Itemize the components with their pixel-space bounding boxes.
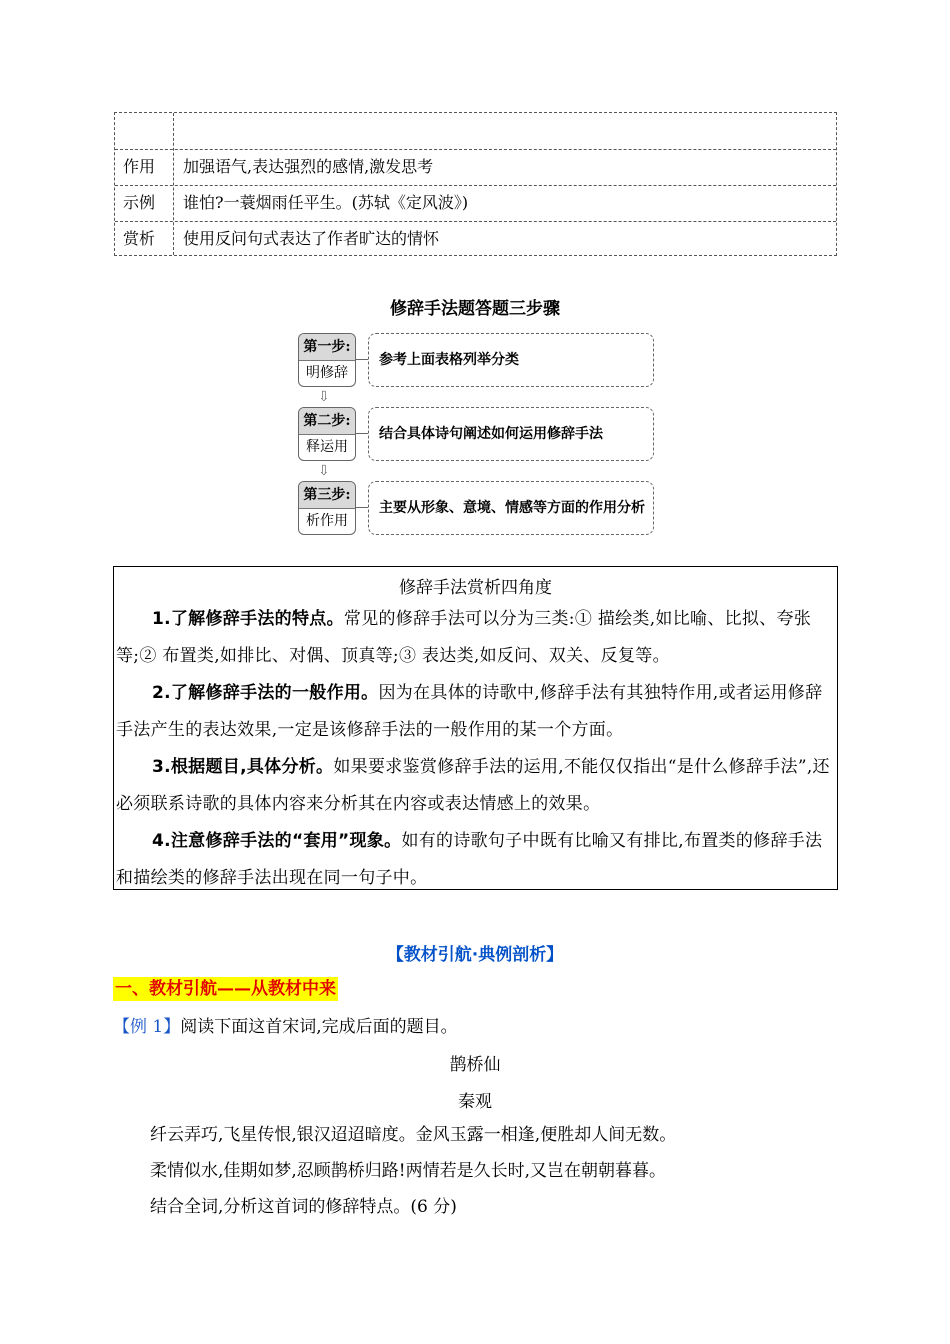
box-title: 修辞手法赏析四角度 (399, 578, 552, 598)
angle-text: 如果要求鉴赏修辞手法的运用,不能仅仅指出“是什么修辞手法”,还必须联系诗歌的具体内容来分析其在内容或表达情感上的效果。 (116, 757, 830, 814)
angle-heading: 2.了解修辞手法的一般作用。 (152, 683, 379, 703)
four-angles-box (113, 566, 838, 890)
step-name: 释运用 (306, 439, 348, 455)
angle-text: 如有的诗歌句子中既有比喻又有排比,布置类的修辞手法和描绘类的修辞手法出现在同一句子中。 (116, 831, 823, 888)
section-subheading: 一、教材引航——从教材中来 (115, 979, 336, 999)
step-name: 析作用 (306, 513, 348, 529)
angle-heading: 4.注意修辞手法的“套用”现象。 (152, 831, 402, 851)
poem-line: 柔情似水,佳期如梦,忍顾鹊桥归路!两情若是久长时,又岂在朝朝暮暮。 (150, 1161, 667, 1181)
example-tag: 【例 1】 (113, 1017, 181, 1037)
row-value: 谁怕?一蓑烟雨任平生。(苏轼《定风波》) (183, 193, 469, 212)
connector (356, 507, 368, 508)
connector (356, 433, 368, 434)
angle-item (116, 601, 837, 675)
table-row (115, 221, 836, 257)
angle-item (116, 749, 837, 823)
step-3-desc: 主要从形象、意境、情感等方面的作用分析 (368, 481, 654, 535)
poem-title: 鹊桥仙 (449, 1055, 501, 1075)
step-2-box (298, 407, 356, 461)
poem-line: 纤云弄巧,飞星传恨,银汉迢迢暗度。金风玉露一相逢,便胜却人间无数。 (150, 1125, 677, 1145)
question-text: 结合全词,分析这首词的修辞特点。(6 分) (150, 1197, 457, 1217)
row-label: 作用 (123, 157, 156, 176)
rhetoric-table (114, 112, 837, 256)
step-1-box (298, 333, 356, 387)
row-label: 示例 (123, 193, 156, 212)
down-arrow-icon: ⇩ (318, 389, 330, 405)
angle-heading: 1.了解修辞手法的特点。 (152, 609, 344, 629)
angle-text: 常见的修辞手法可以分为三类:① 描绘类,如比喻、比拟、夸张等;② 布置类,如排比、对偶、顶真等;③ 表达类,如反问、双关、反复等。 (116, 609, 812, 666)
connector (356, 359, 368, 360)
flowchart-title: 修辞手法题答题三步骤 (390, 299, 560, 319)
table-row (115, 185, 836, 221)
step-head: 第二步: (299, 408, 355, 435)
step-1-desc: 参考上面表格列举分类 (368, 333, 654, 387)
step-2-desc: 结合具体诗句阐述如何运用修辞手法 (368, 407, 654, 461)
row-value: 加强语气,表达强烈的感情,激发思考 (183, 157, 434, 176)
angle-item (116, 675, 837, 749)
down-arrow-icon: ⇩ (318, 463, 330, 479)
angle-text: 因为在具体的诗歌中,修辞手法有其独特作用,或者运用修辞手法产生的表达效果,一定是该修辞手法的一般作用的某一个方面。 (116, 683, 823, 740)
step-head: 第三步: (299, 482, 355, 509)
angle-item (116, 823, 837, 897)
table-row (115, 149, 836, 185)
step-3-box (298, 481, 356, 535)
row-label: 赏析 (123, 229, 156, 248)
step-name: 明修辞 (306, 365, 348, 381)
poem-author: 秦观 (458, 1092, 492, 1112)
step-head: 第一步: (299, 334, 355, 361)
row-value: 使用反问句式表达了作者旷达的情怀 (183, 229, 440, 248)
example-line (113, 1015, 458, 1039)
angle-heading: 3.根据题目,具体分析。 (152, 757, 334, 777)
section-header: 【教材引航·典例剖析】 (386, 945, 564, 965)
example-text: 阅读下面这首宋词,完成后面的题目。 (180, 1017, 458, 1037)
